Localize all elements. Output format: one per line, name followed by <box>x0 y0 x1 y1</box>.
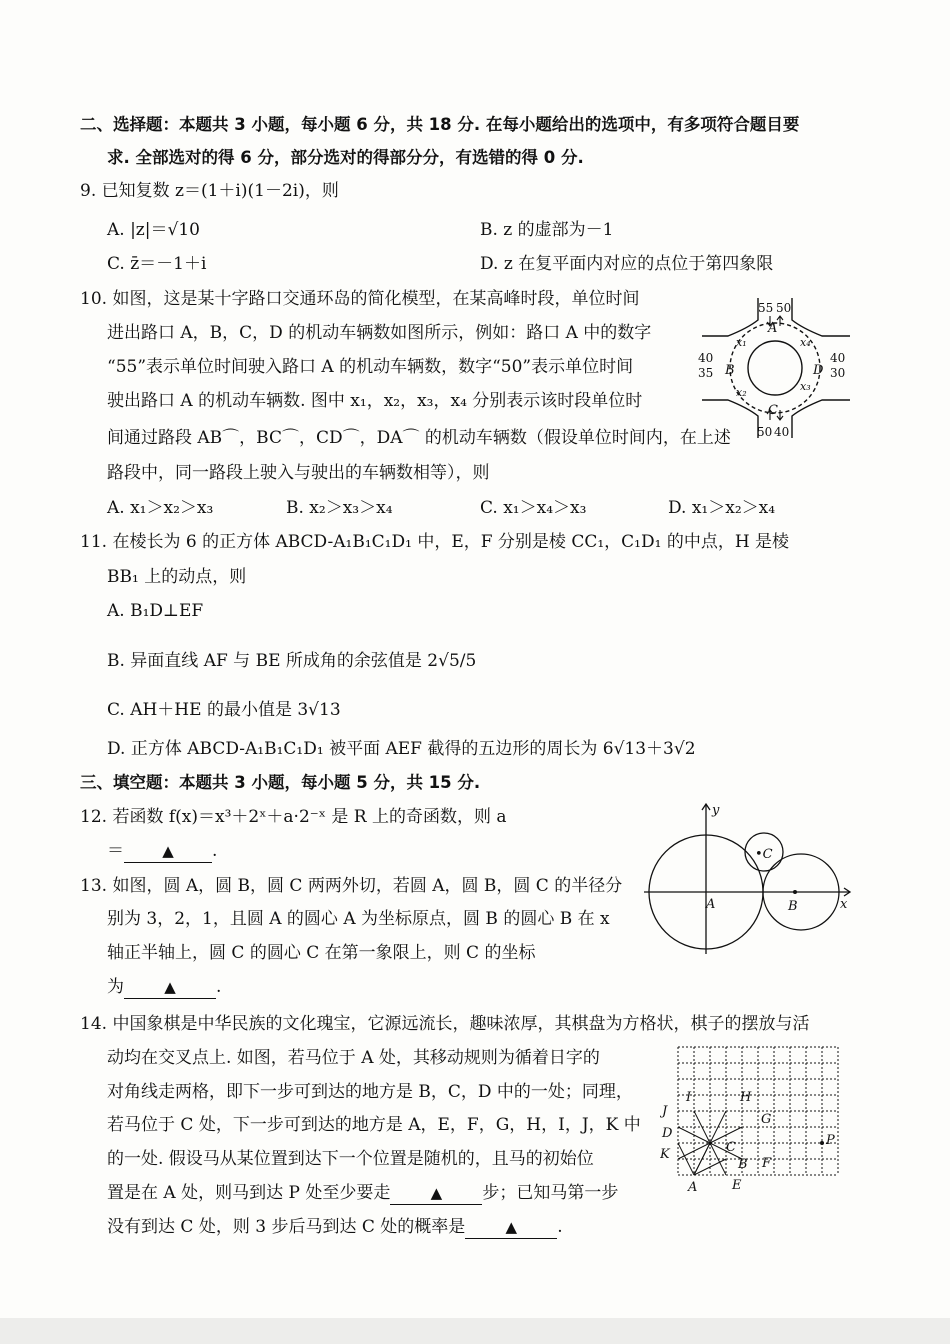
grid-label-k: K <box>660 1147 670 1162</box>
q13-line-3: 轴正半轴上，圆 C 的圆心 C 在第一象限上，则 C 的坐标 <box>107 943 536 963</box>
q11-option-c: C. AH＋HE 的最小值是 3√13 <box>107 700 341 720</box>
grid-label-b: B <box>738 1157 748 1172</box>
axis-y-label: y <box>712 803 720 818</box>
section2-header-line1: 二、选择题：本题共 3 小题，每小题 6 分，共 18 分. 在每小题给出的选项中，有多项符合题目要 <box>80 115 800 134</box>
label-x1: x₁ <box>736 336 747 349</box>
label-x3: x₃ <box>800 380 811 393</box>
q9-option-a: A. |z|＝√10 <box>107 220 200 240</box>
left-in-label: 40 <box>698 351 714 365</box>
q9-option-d: D. z 在复平面内对应的点位于第四象限 <box>480 254 774 274</box>
q9-option-c: C. z̄＝－1＋i <box>107 254 207 274</box>
bottom-out-label: 40 <box>774 425 790 439</box>
q13-answer-blank[interactable]: ▲ <box>124 976 216 999</box>
q11-option-d: D. 正方体 ABCD-A₁B₁C₁D₁ 被平面 AEF 截得的五边形的周长为 6√13＋3√2 <box>107 739 696 759</box>
q10-option-c: C. x₁＞x₄＞x₃ <box>480 498 587 518</box>
q11-line-2: BB₁ 上的动点，则 <box>107 567 247 587</box>
grid-label-a: A <box>688 1180 698 1193</box>
q12-line-1: 12. 若函数 f(x)＝x³＋2ˣ＋a·2⁻ˣ 是 R 上的奇函数，则 a <box>80 807 507 827</box>
top-in-label: 55 <box>758 301 774 315</box>
label-x2: x₂ <box>736 386 747 399</box>
q10-line-4: 驶出路口 A 的机动车辆数. 图中 x₁，x₂，x₃，x₄ 分别表示该时段单位时 <box>107 391 643 411</box>
q13-line-1: 13. 如图，圆 A，圆 B，圆 C 两两外切，若圆 A，圆 B，圆 C 的半径分 <box>80 876 623 896</box>
left-out-label: 35 <box>698 366 714 380</box>
section2-header-line2: 求. 全部选对的得 6 分，部分选对的得部分分，有选错的得 0 分. <box>107 148 584 167</box>
q9-option-b: B. z 的虚部为－1 <box>480 220 614 240</box>
center-c-label: •C <box>755 847 773 862</box>
grid-label-f: F <box>762 1156 772 1171</box>
center-a-label: A <box>706 897 716 912</box>
q12-answer-blank[interactable]: ▲ <box>124 840 212 863</box>
q14-line-2: 动均在交叉点上. 如图，若马位于 A 处，其移动规则为循着日字的 <box>107 1048 600 1068</box>
center-b-label: B <box>788 899 798 914</box>
grid-label-e: E <box>732 1178 742 1193</box>
right-out-label: 30 <box>830 366 846 380</box>
grid-label-d: D <box>662 1126 673 1141</box>
q10-line-6: 路段中，同一路段上驶入与驶出的车辆数相等），则 <box>107 463 490 483</box>
q13-answer-line: 为 ▲ . <box>107 977 222 997</box>
q11-option-a: A. B₁D⊥EF <box>107 601 204 621</box>
top-out-label: 50 <box>776 301 792 315</box>
grid-label-c: C <box>726 1140 736 1155</box>
bottom-in-label: 50 <box>757 425 773 439</box>
grid-label-g: G <box>761 1112 772 1127</box>
q12-answer-line: ＝ ▲ . <box>107 841 218 861</box>
q9-stem: 9. 已知复数 z＝(1＋i)(1－2i)，则 <box>80 181 339 201</box>
grid-label-i: I <box>686 1090 692 1105</box>
q14-line-1: 14. 中国象棋是中华民族的文化瑰宝，它源远流长，趣味浓厚，其棋盘为方格状，棋子的摆放与活 <box>80 1014 810 1034</box>
q14-line-7: 没有到达 C 处，则 3 步后马到达 C 处的概率是 ▲ . <box>107 1217 563 1237</box>
label-x4: x₄ <box>800 336 811 349</box>
circles-figure <box>640 800 860 960</box>
q10-line-2: 进出路口 A，B，C，D 的机动车辆数如图所示，例如：路口 A 中的数字 <box>107 323 652 343</box>
grid-label-p: P <box>826 1133 835 1148</box>
section3-header: 三、填空题：本题共 3 小题，每小题 5 分，共 15 分. <box>80 773 481 792</box>
q10-option-a: A. x₁＞x₂＞x₃ <box>107 498 214 518</box>
figure-labels <box>698 301 845 439</box>
label-c: C <box>768 403 778 418</box>
q10-line-5: 间通过路段 AB⌒，BC⌒，CD⌒，DA⌒ 的机动车辆数（假设单位时间内，在上述 <box>107 428 731 448</box>
q14-answer-blank-1[interactable]: ▲ <box>390 1182 482 1205</box>
bottom-scan-edge <box>0 1318 950 1344</box>
q14-line-5: 的一处. 假设马从某位置到达下一个位置是随机的，且马的初始位 <box>107 1149 594 1169</box>
q14-line-4: 若马位于 C 处，下一步可到达的地方是 A，E，F，G，H，I，J，K 中 <box>107 1115 641 1135</box>
label-a: A <box>768 321 778 336</box>
label-b: B <box>725 363 735 378</box>
q10-line-1: 10. 如图，这是某十字路口交通环岛的简化模型，在某高峰时段，单位时间 <box>80 289 640 309</box>
q11-option-b: B. 异面直线 AF 与 BE 所成角的余弦值是 2√5/5 <box>107 651 477 671</box>
q14-answer-blank-2[interactable]: ▲ <box>465 1216 557 1239</box>
axis-x-label: x <box>840 897 848 912</box>
grid-label-h: H <box>740 1090 752 1105</box>
q10-option-b: B. x₂＞x₃＞x₄ <box>286 498 393 518</box>
q14-line-3: 对角线走两格，即下一步可到达的地方是 B，C，D 中的一处；同理， <box>107 1082 633 1102</box>
roundabout-figure <box>690 288 860 448</box>
q10-line-3: “55”表示单位时间驶入路口 A 的机动车辆数，数字“50”表示单位时间 <box>107 357 634 377</box>
q14-line-6: 置是在 A 处，则马到达 P 处至少要走 ▲ 步；已知马第一步 <box>107 1183 619 1203</box>
label-d: D <box>813 363 824 378</box>
right-in-label: 40 <box>830 351 846 365</box>
grid-label-j: J <box>662 1104 668 1119</box>
chess-grid-figure <box>660 1045 852 1193</box>
q10-option-d: D. x₁＞x₂＞x₄ <box>668 498 776 518</box>
q13-line-2: 别为 3，2，1，且圆 A 的圆心 A 为坐标原点，圆 B 的圆心 B 在 x <box>107 909 610 929</box>
q11-line-1: 11. 在棱长为 6 的正方体 ABCD-A₁B₁C₁D₁ 中，E，F 分别是棱 CC₁，C₁D₁ 的中点，H 是棱 <box>80 532 790 552</box>
